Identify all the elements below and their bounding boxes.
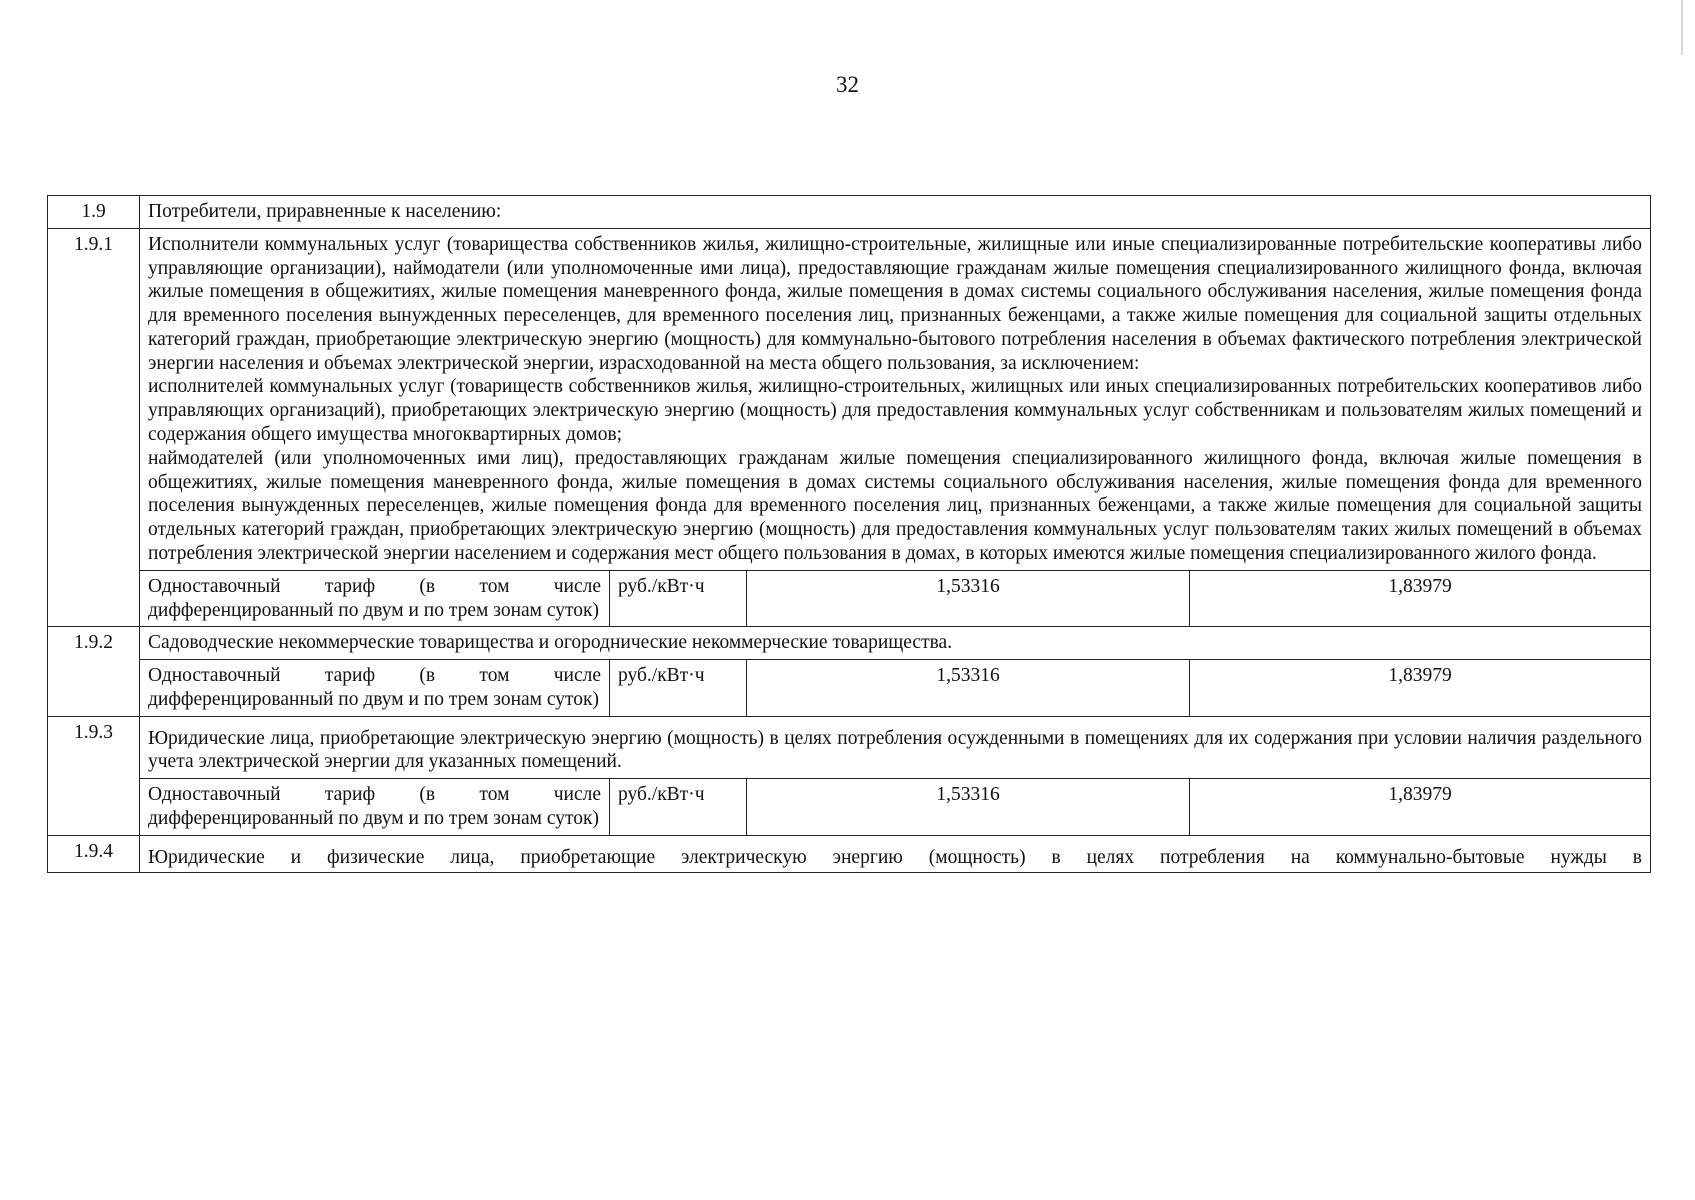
subsection-row-1-9-3 [48,716,1651,779]
row-number: 1.9.3 [48,716,140,835]
subsection-row-1-9-1 [48,228,1651,570]
tariff-table [47,195,1651,873]
row-number: 1.9.4 [48,835,140,872]
description-paragraph: Исполнители коммунальных услуг (товарищества собственников жилья, жилищно-строительные, жилищные или иные специализированные потребительские кооперативы либо управляющие организации), наймодатели (или уполномоченные ими лица), предоставляющие гражданам жилые помещения специализированного жилищного фонда, включая жилые помещения в общежитиях, жилые помещения маневренного фонда, жилые помещения в домах системы социального обслуживания населения, жилые помещения фонда для временного поселения вынужденных переселенцев, для временного поселения лиц, признанных беженцами, а также жилые помещения для социальной защиты отдельных категорий граждан, приобретающие электрическую энергию (мощность) для коммунально-бытового потребления населения в объемах фактического потребления электрической энергии населения и объемах электрической энергии, израсходованной на места общего пользования, за исключением: [148,233,1642,374]
rate-label-cell [140,779,610,836]
section-title: Потребители, приравненные к населению: [140,196,1651,229]
rate-row [48,570,1651,627]
rate-value-second-period: 1,83979 [1190,779,1651,836]
rate-row [48,660,1651,717]
rate-label-cell [140,660,610,717]
rate-unit: руб./кВт·ч [610,779,747,836]
subsection-description: Юридические лица, приобретающие электрическую энергию (мощность) в целях потребления осужденными в помещениях для их содержания при условии наличия раздельного учета электрической энергии для указанных помещений. [140,716,1651,779]
rate-label: Одноставочный тариф (в том числе дифференцированный по двум и по трем зонам суток) [148,784,601,829]
description-paragraph: наймодателей (или уполномоченных ими лиц), предоставляющих гражданам жилые помещения специализированного жилищного фонда, включая жилые помещения в общежитиях, жилые помещения маневренного фонда, жилые помещения в домах системы социального обслуживания населения, жилые помещения фонда для временного поселения вынужденных переселенцев, жилые помещения фонда для временного поселения лиц, признанных беженцами, а также жилые помещения для социальной защиты отдельных категорий граждан, приобретающих электрическую энергию (мощность) для предоставления коммунальных услуг пользователям таких жилых помещений в объемах потребления электрической энергии населением и содержания мест общего пользования в домах, в которых имеются жилые помещения специализированного жилого фонда. [148,447,1642,564]
row-number: 1.9.2 [48,627,140,716]
subsection-description [140,228,1651,570]
rate-value-second-period: 1,83979 [1190,570,1651,627]
subsection-row-1-9-4 [48,835,1651,872]
rate-label: Одноставочный тариф (в том числе дифференцированный по двум и по трем зонам суток) [148,575,601,621]
rate-label-cell [140,570,610,627]
row-number: 1.9 [48,196,140,229]
rate-row [48,779,1651,836]
description-paragraph: исполнителей коммунальных услуг (товариществ собственников жилья, жилищно-строительных, жилищных или иных специализированных потребительских кооперативов либо управляющих организаций), приобретающих электрическую энергию (мощность) для предоставления коммунальных услуг собственникам и пользователям жилых помещений и содержания общего имущества многоквартирных домов; [148,376,1642,446]
section-row-1-9 [48,196,1651,229]
rate-unit: руб./кВт·ч [610,570,747,627]
page-number: 32 [836,72,859,97]
rate-label: Одноставочный тариф (в том числе дифференцированный по двум и по трем зонам суток) [148,665,601,710]
rate-value-second-period: 1,83979 [1190,660,1651,717]
subsection-description: Садоводческие некоммерческие товарищества и огороднические некоммерческие товарищества. [140,627,1651,660]
rate-value-first-period: 1,53316 [747,660,1190,717]
rate-value-first-period: 1,53316 [747,779,1190,836]
subsection-description: Юридические и физические лица, приобретающие электрическую энергию (мощность) в целях потребления на коммунально-бытовые нужды в [140,835,1651,872]
scan-edge [1681,0,1683,55]
subsection-row-1-9-2 [48,627,1651,660]
rate-value-first-period: 1,53316 [747,570,1190,627]
rate-unit: руб./кВт·ч [610,660,747,717]
row-number: 1.9.1 [48,228,140,627]
